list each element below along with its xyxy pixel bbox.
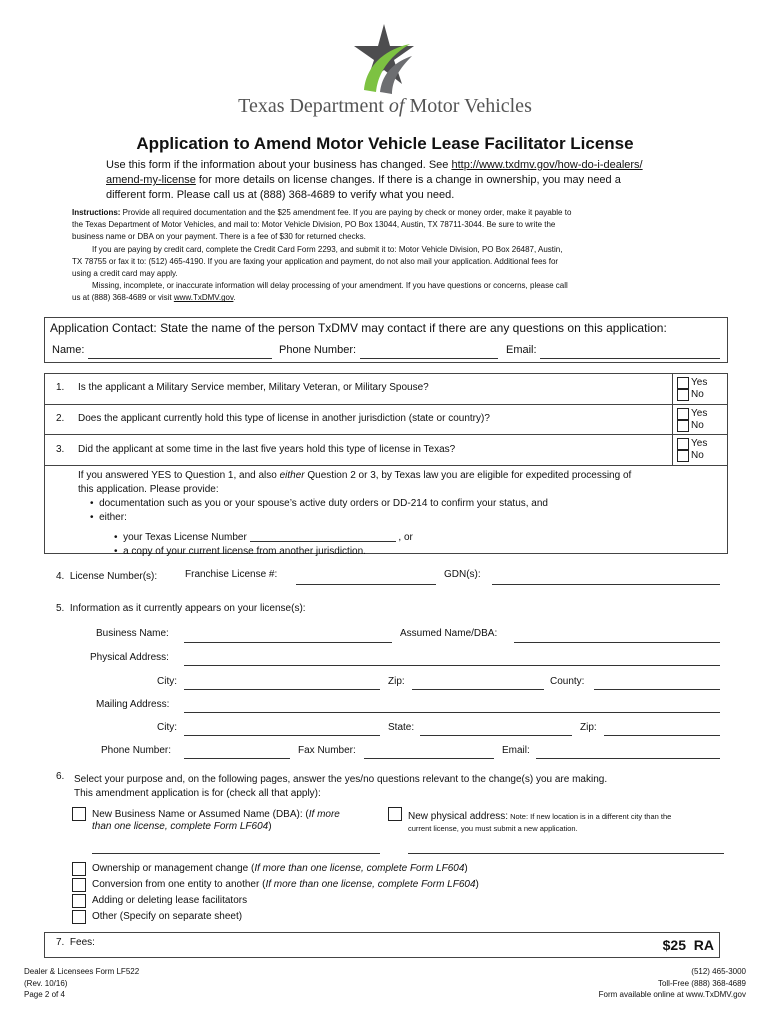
form-number: Dealer & Licensees Form LF522 bbox=[24, 967, 140, 976]
zip-field[interactable] bbox=[412, 675, 544, 690]
question-3-yes-checkbox[interactable] bbox=[677, 438, 689, 450]
city-label: City: bbox=[157, 676, 177, 687]
footer-phone: (512) 465-3000 bbox=[691, 967, 746, 976]
contact-heading: Application Contact: State the name of the person TxDMV may contact if there are any questions on this application: bbox=[50, 321, 667, 335]
contact-phone-field[interactable] bbox=[360, 344, 498, 359]
conversion-label: Conversion from one entity to another (If more than one license, complete Form LF604) bbox=[92, 879, 479, 890]
contact-email-label: Email: bbox=[506, 344, 537, 356]
gdn-field[interactable] bbox=[492, 570, 720, 585]
phone-number-label: Phone Number: bbox=[101, 745, 172, 756]
business-name-label: Business Name: bbox=[96, 628, 169, 639]
county-label: County: bbox=[550, 676, 585, 687]
question-1-number: 1. bbox=[56, 382, 65, 393]
footer-contact-info bbox=[599, 966, 746, 1001]
business-name-entry-line[interactable] bbox=[92, 853, 380, 854]
mailing-state-label: State: bbox=[388, 722, 415, 733]
new-business-name-checkbox[interactable] bbox=[72, 807, 86, 821]
other-checkbox[interactable] bbox=[72, 910, 86, 924]
mailing-address-field[interactable] bbox=[184, 698, 720, 713]
question-2-no-checkbox[interactable] bbox=[677, 420, 689, 432]
section-4-label: 4. License Number(s): bbox=[56, 571, 158, 582]
txdmv-link[interactable]: www.TxDMV.gov bbox=[173, 293, 234, 303]
new-physical-address-label: New physical address: Note: If new location is in a different city than the current license, you must submit a new application. bbox=[408, 811, 672, 833]
mailing-city-field[interactable] bbox=[184, 721, 380, 736]
phone-number-field[interactable] bbox=[184, 744, 290, 759]
footer-toll-free: Toll-Free (888) 368-4689 bbox=[657, 978, 746, 988]
adding-deleting-label: Adding or deleting lease facilitators bbox=[92, 895, 248, 906]
ownership-change-checkbox[interactable] bbox=[72, 862, 86, 876]
question-2-yes-label: Yes bbox=[691, 408, 708, 419]
question-2-number: 2. bbox=[56, 413, 65, 424]
fee-amount: $25 RA bbox=[662, 937, 714, 953]
new-physical-address-checkbox[interactable] bbox=[388, 807, 402, 821]
question-3-text: Did the applicant at some time in the last five years hold this type of license in Texas? bbox=[78, 444, 456, 455]
intro-text: Use this form if the information about your business has changed. See http://www.txdmv.gov/how-do-i-dealers/ amend-my-license for more details on license changes. If there is a change in ownership, you may need a different form. Please call us at (888) 368-4689 to verify what you need. bbox=[106, 159, 643, 201]
question-3-yes-label: Yes bbox=[691, 438, 708, 449]
instructions: Instructions: Provide all required documentation and the $25 amendment fee. If you are paying by check or money order, make it payable to the Texas Department of Motor Vehicles, and mail to: Motor Vehicle Division, PO Box 13044, Austin, TX 78711-3044. Be sure to write the business name or DBA on your payment. There is a fee of $30 for returned checks. If you are paying by credit card, complete the Credit Card Form 2293, and submit it to: Motor Vehicle Division, PO Box 26487, Austin, TX 78755 or fax it to: (512) 465-4190. If you are faxing your application and payment, do not also mail your application. Additional fees for using a credit card may apply. Missing, incomplete, or inaccurate information will delay processing of your amendment. If you have questions or concerns, please call us at (888) 368-4689 or visit www.TxDMV.gov. bbox=[72, 208, 572, 303]
txdmv-star-logo bbox=[346, 22, 422, 98]
franchise-license-label: Franchise License #: bbox=[185, 569, 278, 580]
question-2-no-label: No bbox=[691, 420, 704, 431]
section-6-instructions: Select your purpose and, on the following pages, answer the yes/no questions relevant to the change(s) you are making. This amendment application is for (check all that apply): bbox=[74, 774, 608, 799]
adding-deleting-checkbox[interactable] bbox=[72, 894, 86, 908]
question-1-no-label: No bbox=[691, 389, 704, 400]
agency-name: Texas Department of Motor Vehicles bbox=[238, 95, 532, 117]
mailing-address-label: Mailing Address: bbox=[96, 699, 170, 710]
other-label: Other (Specify on separate sheet) bbox=[92, 911, 243, 922]
contact-phone-label: Phone Number: bbox=[279, 344, 357, 356]
contact-name-field[interactable] bbox=[88, 344, 272, 359]
section-5-label: 5. Information as it currently appears on your license(s): bbox=[56, 603, 306, 614]
city-field[interactable] bbox=[184, 675, 380, 690]
question-2-text: Does the applicant currently hold this type of license in another jurisdiction (state or country)? bbox=[78, 413, 490, 424]
county-field[interactable] bbox=[594, 675, 720, 690]
physical-address-field[interactable] bbox=[184, 651, 720, 666]
physical-address-entry-line[interactable] bbox=[408, 853, 724, 854]
how-do-i-dealers-link[interactable]: http://www.txdmv.gov/how-do-i-dealers/ bbox=[451, 159, 643, 171]
amend-my-license-link[interactable]: amend-my-license bbox=[106, 174, 196, 186]
question-3-no-label: No bbox=[691, 450, 704, 461]
fees-label: 7. Fees: bbox=[56, 937, 95, 948]
question-2-yes-checkbox[interactable] bbox=[677, 408, 689, 420]
footer-online: Form available online at www.TxDMV.gov bbox=[598, 990, 746, 999]
business-name-field[interactable] bbox=[184, 628, 392, 643]
mailing-city-label: City: bbox=[157, 722, 177, 733]
dba-field[interactable] bbox=[514, 628, 720, 643]
ownership-change-label: Ownership or management change (If more than one license, complete Form LF604) bbox=[92, 863, 468, 874]
contact-name-label: Name: bbox=[52, 344, 85, 356]
question-3-no-checkbox[interactable] bbox=[677, 450, 689, 462]
dba-label: Assumed Name/DBA: bbox=[400, 628, 498, 639]
texas-license-number-field[interactable] bbox=[250, 527, 396, 542]
new-business-name-label: New Business Name or Assumed Name (DBA): (If more than one license, complete Form LF604) bbox=[92, 809, 340, 832]
email-label: Email: bbox=[502, 745, 530, 756]
mailing-zip-label: Zip: bbox=[580, 722, 597, 733]
contact-email-field[interactable] bbox=[540, 344, 720, 359]
question-1-yes-checkbox[interactable] bbox=[677, 377, 689, 389]
zip-label: Zip: bbox=[388, 676, 405, 687]
fax-number-label: Fax Number: bbox=[298, 745, 356, 756]
mailing-zip-field[interactable] bbox=[604, 721, 720, 736]
question-3-number: 3. bbox=[56, 444, 65, 455]
mailing-state-field[interactable] bbox=[420, 721, 572, 736]
conversion-checkbox[interactable] bbox=[72, 878, 86, 892]
franchise-license-field[interactable] bbox=[296, 570, 436, 585]
expedite-info: If you answered YES to Question 1, and also either Question 2 or 3, by Texas law you are eligible for expedited processing of this application. Please provide: • documentation such as you or your spouse’s active duty orders or DD-214 to confirm your status, and • either: • your Texas License Number , or • a copy of your current license from another jurisdiction. bbox=[78, 470, 632, 557]
gdn-label: GDN(s): bbox=[444, 569, 481, 580]
form-title: Application to Amend Motor Vehicle Lease Facilitator License bbox=[136, 134, 634, 153]
question-1-text: Is the applicant a Military Service member, Military Veteran, or Military Spouse? bbox=[78, 382, 429, 393]
footer-form-info bbox=[24, 966, 139, 1001]
form-revision: (Rev. 10/16) bbox=[24, 978, 68, 988]
fax-number-field[interactable] bbox=[364, 744, 494, 759]
email-field[interactable] bbox=[536, 744, 720, 759]
question-1-no-checkbox[interactable] bbox=[677, 389, 689, 401]
question-1-yes-label: Yes bbox=[691, 377, 708, 388]
page-number: Page 2 of 4 bbox=[24, 990, 65, 999]
fees-box bbox=[44, 932, 720, 958]
physical-address-label: Physical Address: bbox=[90, 652, 169, 663]
section-6-number: 6. bbox=[56, 771, 65, 782]
